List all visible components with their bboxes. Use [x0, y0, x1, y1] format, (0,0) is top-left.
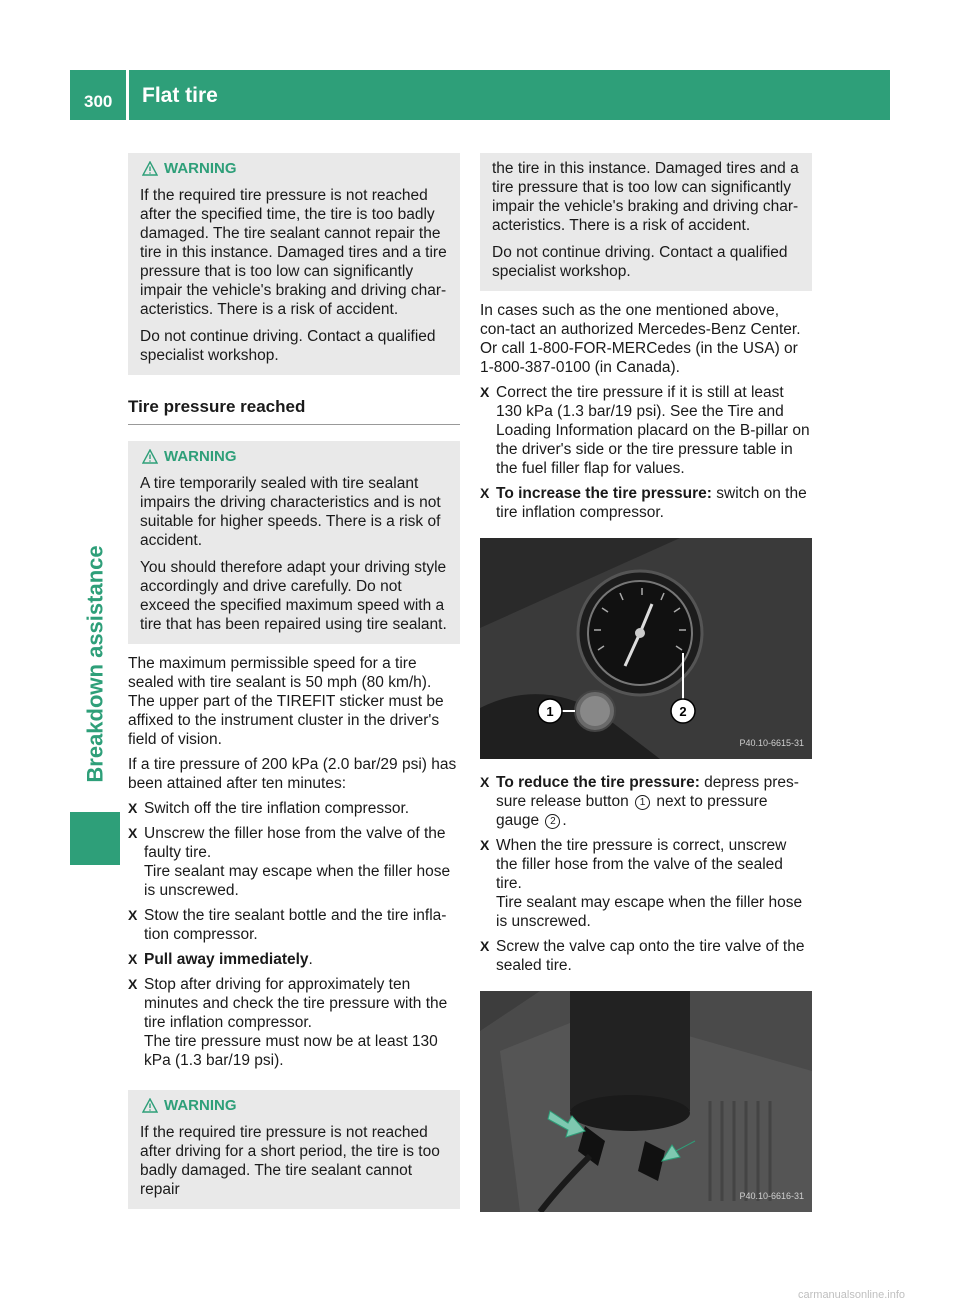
- warning-heading: [140, 159, 448, 178]
- warning-heading-text: WARNING: [164, 448, 237, 465]
- body-paragraph: The maximum permissible speed for a tire sealed with tire sealant is 50 mph (80 km/h). The upper part of the TIREFIT sticker must be affixed to the instrument cluster in the driver's field of vision.: [128, 655, 444, 748]
- right-column: [480, 153, 812, 1212]
- page-number: 300: [84, 92, 113, 111]
- step-arrow-icon: X: [480, 837, 490, 853]
- left-column: [128, 153, 460, 1209]
- step-text: next to pressure gauge: [496, 793, 768, 829]
- warning-icon: [142, 161, 158, 176]
- warning-text: If the required tire pressure is not reached after driving for a short period, the tire is too badly damaged. The tire sealant cannot repair: [140, 1124, 440, 1198]
- body-paragraph: If a tire pressure of 200 kPa (2.0 bar/29 psi) has been attained after ten minutes:: [128, 756, 457, 792]
- step-text: Screw the valve cap onto the tire valve of the sealed tire.: [496, 938, 805, 974]
- step-text: Unscrew the filler hose from the valve of the faulty tire.: [144, 825, 446, 861]
- step-bold-text: To increase the tire pressure:: [496, 485, 712, 502]
- stowing-compressor-illustration: [480, 991, 812, 1212]
- warning-icon: [142, 1098, 158, 1113]
- footer-watermark: carmanualsonline.info: [798, 1289, 906, 1301]
- step-note: The tire pressure must now be at least 130 kPa (1.3 bar/19 psi).: [144, 1033, 438, 1069]
- warning-heading-text: WARNING: [164, 1097, 237, 1114]
- callout-2: 2: [679, 704, 687, 719]
- instruction-step: [480, 484, 812, 522]
- instruction-step: [480, 383, 812, 478]
- stowing-compressor-figure: [480, 991, 812, 1212]
- section-title: Flat tire: [142, 84, 218, 107]
- step-arrow-icon: X: [480, 384, 490, 400]
- warning-box-continued: [480, 153, 812, 291]
- warning-text: You should therefore adapt your driving style accordingly and drive carefully. Do not exceed the specified maximum speed with a tire that has been repaired using tire sealant.: [140, 559, 447, 633]
- instruction-step: [128, 824, 460, 900]
- step-text: When the tire pressure is correct, unscrew the filler hose from the valve of the sealed tire.: [496, 837, 787, 892]
- step-arrow-icon: X: [128, 800, 138, 816]
- step-bold-text: To reduce the tire pressure:: [496, 774, 700, 791]
- step-text: Correct the tire pressure if it is still at least 130 kPa (1.3 bar/19 psi). See the Tire and Loading Information placard on the B-pillar on the driver's side or the tire pressure table in the fuel filler flap for values.: [496, 384, 810, 477]
- warning-icon: [142, 449, 158, 464]
- step-note: Tire sealant may escape when the filler hose is unscrewed.: [144, 863, 451, 899]
- instruction-step: [480, 836, 812, 931]
- step-arrow-icon: X: [128, 907, 138, 923]
- warning-text: If the required tire pressure is not reached after the specified time, the tire is too badly damaged. The tire sealant cannot repair the tire in this instance. Damaged tires and a tire pressure that is too low can significantly impair the vehicle's braking and driving char-acteristics. There is a risk of accident.: [140, 187, 447, 318]
- compressor-gauge-figure: [480, 538, 812, 759]
- step-arrow-icon: X: [480, 485, 490, 501]
- callout-ref-1: 1: [635, 795, 650, 810]
- figure-code: P40.10-6615-31: [739, 738, 804, 748]
- header-divider: [126, 70, 129, 120]
- step-arrow-icon: X: [480, 938, 490, 954]
- side-tab-label: Breakdown assistance: [82, 545, 108, 783]
- warning-text: A tire temporarily sealed with tire sealant impairs the driving characteristics and is not suitable for higher speeds. There is a risk of accident.: [140, 475, 441, 549]
- step-text: .: [308, 951, 313, 968]
- warning-heading-text: WARNING: [164, 160, 237, 177]
- warning-box: [128, 153, 460, 375]
- step-arrow-icon: X: [480, 774, 490, 790]
- callout-1: 1: [546, 704, 554, 719]
- step-text: depress pres-sure release button: [496, 774, 799, 810]
- instruction-step: [128, 950, 460, 969]
- step-text: Stop after driving for approximately ten minutes and check the tire pressure with the tire inflation compressor.: [144, 976, 448, 1031]
- warning-text: Do not continue driving. Contact a qualified specialist workshop.: [492, 244, 788, 280]
- instruction-step: [480, 937, 812, 975]
- warning-heading: [140, 1096, 448, 1115]
- instruction-step: [480, 773, 812, 830]
- step-text: Switch off the tire inflation compressor.: [144, 800, 410, 817]
- side-tab-marker: [70, 812, 120, 865]
- step-text: switch on the tire inflation compressor.: [496, 485, 807, 521]
- figure-code: P40.10-6616-31: [739, 1191, 804, 1201]
- warning-heading: [140, 447, 448, 466]
- warning-text: the tire in this instance. Damaged tires and a tire pressure that is too low can significantly impair the vehicle's braking and driving char-acteristics. There is a risk of accident.: [492, 160, 799, 234]
- step-arrow-icon: X: [128, 976, 138, 992]
- subsection-heading: Tire pressure reached: [128, 397, 460, 425]
- instruction-step: [128, 799, 460, 818]
- callout-ref-2: 2: [545, 814, 560, 829]
- step-arrow-icon: X: [128, 825, 138, 841]
- step-text: Stow the tire sealant bottle and the tire infla-tion compressor.: [144, 907, 447, 943]
- compressor-gauge-illustration: [480, 538, 812, 759]
- instruction-step: [128, 906, 460, 944]
- instruction-step: [128, 975, 460, 1070]
- warning-text: Do not continue driving. Contact a qualified specialist workshop.: [140, 328, 436, 364]
- warning-box: [128, 1090, 460, 1209]
- step-note: Tire sealant may escape when the filler hose is unscrewed.: [496, 894, 803, 930]
- body-paragraph: In cases such as the one mentioned above, con-tact an authorized Mercedes-Benz Center. Or call 1-800-FOR-MERCedes (in the USA) or 1-800-387-0100 (in Canada).: [480, 302, 801, 376]
- step-text: .: [562, 812, 567, 829]
- step-arrow-icon: X: [128, 951, 138, 967]
- warning-box: [128, 441, 460, 644]
- step-bold-text: Pull away immediately: [144, 951, 309, 968]
